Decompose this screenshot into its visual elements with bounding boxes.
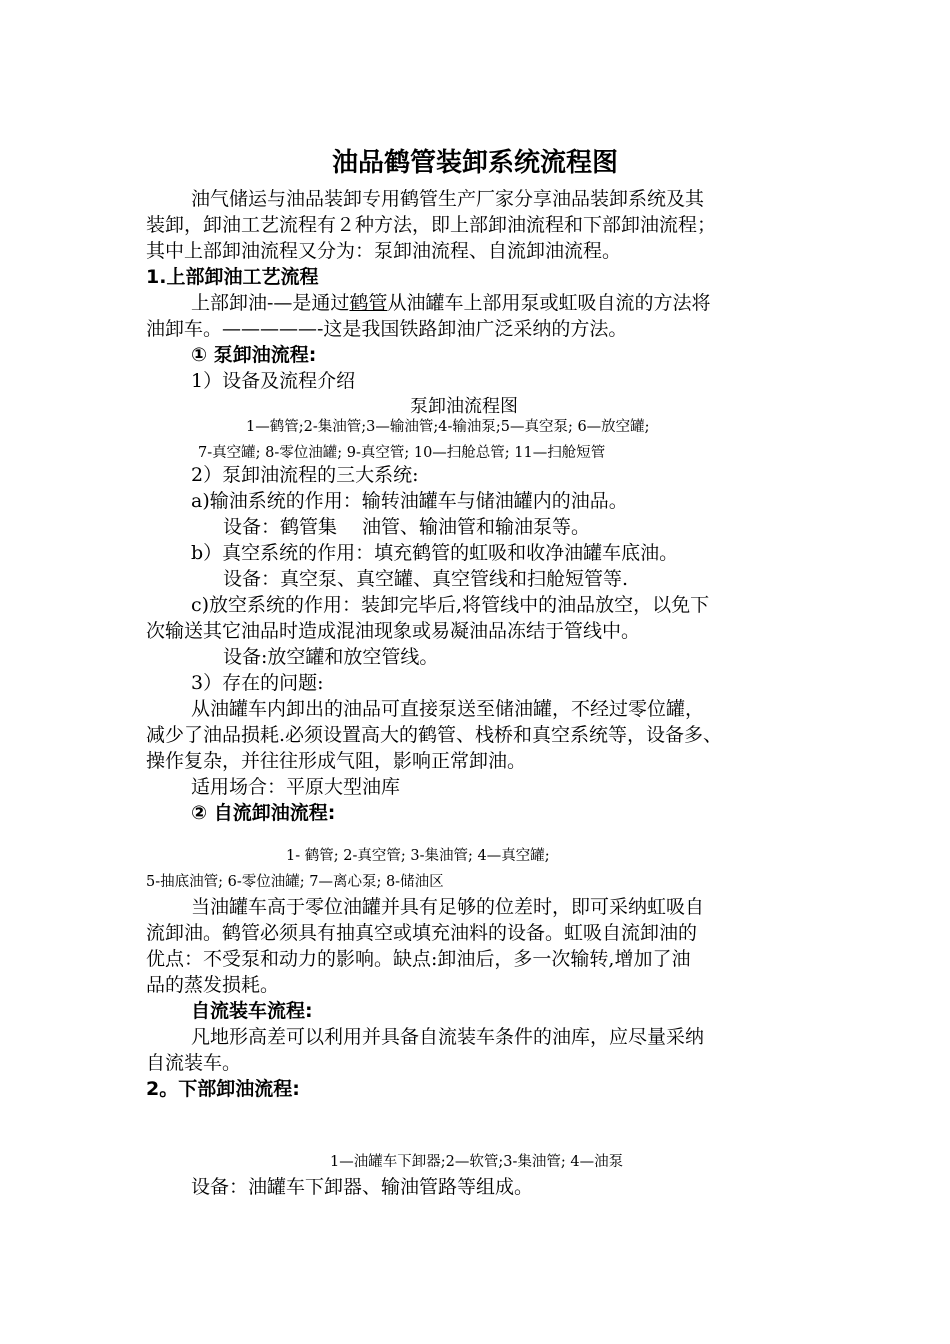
problem-line-1: 从油罐车内卸出的油品可直接泵送至储油罐，不经过零位罐， bbox=[191, 698, 705, 720]
pump-subheading-2: 2）泵卸油流程的三大系统: bbox=[191, 464, 419, 486]
section-1-text-a: 上部卸油-—是通过 bbox=[191, 292, 350, 314]
section-1-paragraph-line-1 bbox=[191, 290, 710, 316]
gravity-figure-legend-2: 5-抽底油管; 6-零位油罐; 7—离心泵; 8-储油区 bbox=[146, 874, 444, 890]
bottom-unloading-legend: 1—油罐车下卸器;2—软管;3-集油管; 4—油泵 bbox=[330, 1154, 624, 1170]
drain-system-equipment: 设备:放空罐和放空管线。 bbox=[223, 646, 439, 668]
oil-system-equipment: 设备：鹤管集 油管、输油管和输油泵等。 bbox=[223, 516, 591, 538]
gravity-unloading-heading: ② 自流卸油流程: bbox=[191, 802, 336, 824]
problem-line-2: 减少了油品损耗.必须设置高大的鹤管、栈桥和真空系统等，设备多、 bbox=[146, 724, 723, 746]
section-2-heading: 2。下部卸油流程: bbox=[146, 1078, 300, 1100]
applicable-scenario: 适用场合：平原大型油库 bbox=[191, 776, 401, 798]
gravity-paragraph-line-4: 品的蒸发损耗。 bbox=[146, 974, 280, 996]
bottom-unloading-equipment: 设备：油罐车下卸器、输油管路等组成。 bbox=[191, 1176, 534, 1198]
pump-subheading-3: 3）存在的问题: bbox=[191, 672, 324, 694]
vacuum-system-equipment: 设备：真空泵、真空罐、真空管线和扫舱短管等. bbox=[223, 568, 629, 590]
pump-figure-legend-2: 7-真空罐; 8-零位油罐; 9-真空管; 10—扫舱总管; 11—扫舱短管 bbox=[198, 445, 606, 461]
gravity-loading-line-1: 凡地形高差可以利用并具备自流装车条件的油库，应尽量采纳 bbox=[191, 1026, 705, 1048]
problem-line-3: 操作复杂，并往往形成气阻，影响正常卸油。 bbox=[146, 750, 527, 772]
gravity-paragraph-line-2: 流卸油。鹤管必须具有抽真空或填充油料的设备。虹吸自流卸油的 bbox=[146, 922, 698, 944]
drain-system-line-2: 次输送其它油品时造成混油现象或易凝油品冻结于管线中。 bbox=[146, 620, 641, 642]
vacuum-system-line: b）真空系统的作用：填充鹤管的虹吸和收净油罐车底油。 bbox=[191, 542, 679, 564]
section-1-heading: 1.上部卸油工艺流程 bbox=[146, 266, 319, 288]
oil-system-line: a)输油系统的作用：输转油罐车与储油罐内的油品。 bbox=[191, 490, 628, 512]
crane-pipe-link[interactable]: 鹤管 bbox=[349, 292, 388, 314]
section-1-paragraph-line-2: 油卸车。—————-这是我国铁路卸油广泛采纳的方法。 bbox=[146, 318, 628, 340]
drain-system-line-1: c)放空系统的作用：装卸完毕后,将管线中的油品放空，以免下 bbox=[191, 594, 710, 616]
section-1-text-b: 从油罐车上部用泵或虹吸自流的方法将 bbox=[387, 292, 711, 314]
pump-unloading-heading: ① 泵卸油流程: bbox=[191, 344, 317, 366]
pump-subheading-1: 1）设备及流程介绍 bbox=[191, 370, 356, 392]
pump-figure-title: 泵卸油流程图 bbox=[410, 396, 518, 417]
pump-figure-legend-1: 1—鹤管;2-集油管;3—输油管;4-输油泵;5—真空泵; 6—放空罐; bbox=[246, 419, 650, 435]
intro-line-2: 装卸，卸油工艺流程有２种方法，即上部卸油流程和下部卸油流程； bbox=[146, 214, 717, 236]
document-title: 油品鹤管装卸系统流程图 bbox=[331, 148, 618, 178]
gravity-loading-line-2: 自流装车。 bbox=[146, 1052, 242, 1074]
intro-line-3: 其中上部卸油流程又分为：泵卸油流程、自流卸油流程。 bbox=[146, 240, 622, 262]
gravity-paragraph-line-1: 当油罐车高于零位油罐并具有足够的位差时，即可采纳虹吸自 bbox=[191, 896, 705, 918]
gravity-loading-heading: 自流装车流程: bbox=[191, 1000, 313, 1022]
gravity-figure-legend-1: 1- 鹤管; 2-真空管; 3-集油管; 4—真空罐; bbox=[286, 848, 550, 864]
gravity-paragraph-line-3: 优点：不受泵和动力的影响。缺点:卸油后，多一次输转,增加了油 bbox=[146, 948, 691, 970]
intro-line-1: 油气储运与油品装卸专用鹤管生产厂家分享油品装卸系统及其 bbox=[191, 188, 705, 210]
